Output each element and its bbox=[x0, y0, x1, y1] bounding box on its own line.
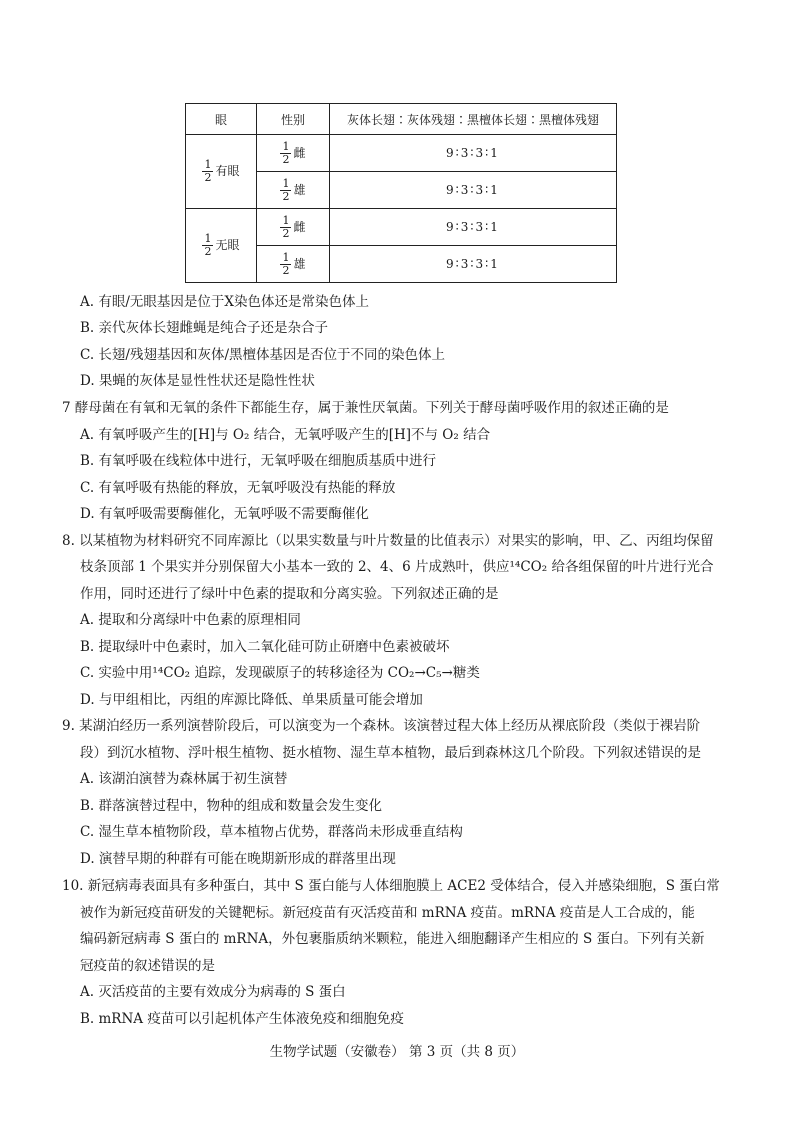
sex-label: 雄 bbox=[293, 256, 306, 271]
ratio-cell: 9∶3∶3∶1 bbox=[330, 209, 617, 246]
fraction: $\frac{1}{2}$ bbox=[204, 232, 212, 258]
q6-option-d: D. 果蝇的灰体是显性性状还是隐性性状 bbox=[80, 373, 315, 389]
q10-stem-line-4: 冠疫苗的叙述错误的是 bbox=[80, 958, 215, 974]
ratio-cell: 9∶3∶3∶1 bbox=[330, 172, 617, 209]
q7-option-b: B. 有氧呼吸在线粒体中进行，无氧呼吸在细胞质基质中进行 bbox=[80, 453, 437, 469]
q8-option-b: B. 提取绿叶中色素时，加入二氧化硅可防止研磨中色素被破坏 bbox=[80, 639, 450, 655]
q10-option-b: B. mRNA 疫苗可以引起机体产生体液免疫和细胞免疫 bbox=[80, 1011, 404, 1027]
sex-cell bbox=[257, 135, 330, 172]
page-footer: 生物学试题（安徽卷） 第 3 页（共 8 页） bbox=[269, 1044, 525, 1060]
sex-cell bbox=[257, 246, 330, 283]
q9-option-b: B. 群落演替过程中，物种的组成和数量会发生变化 bbox=[80, 798, 383, 814]
q8-option-c: C. 实验中用¹⁴CO₂ 追踪，发现碳原子的转移途径为 CO₂→C₅→糖类 bbox=[80, 665, 480, 681]
q8-stem-line-2: 枝条顶部 1 个果实并分别保留大小基本一致的 2、4、6 片成熟叶，供应¹⁴CO₂ 给各组保留的叶片进行光合 bbox=[80, 559, 714, 575]
q8-stem-line-1: 8. 以某植物为材料研究不同库源比（以果实数量与叶片数量的比值表示）对果实的影响，甲、乙、丙组均保留 bbox=[62, 533, 714, 549]
q7-option-a: A. 有氧呼吸产生的[H]与 O₂ 结合，无氧呼吸产生的[H]不与 O₂ 结合 bbox=[80, 427, 491, 443]
q7-option-c: C. 有氧呼吸有热能的释放，无氧呼吸没有热能的释放 bbox=[80, 480, 396, 496]
q9-option-a: A. 该湖泊演替为森林属于初生演替 bbox=[80, 771, 288, 787]
eye-cell-group-2 bbox=[186, 209, 257, 283]
eye-label: 无眼 bbox=[215, 238, 240, 252]
ratio-cell: 9∶3∶3∶1 bbox=[330, 246, 617, 283]
q9-option-c: C. 湿生草本植物阶段，草本植物占优势，群落尚未形成垂直结构 bbox=[80, 824, 463, 840]
q6-option-c: C. 长翅/残翅基因和灰体/黑檀体基因是否位于不同的染色体上 bbox=[80, 347, 446, 363]
fraction: $\frac{1}{2}$ bbox=[282, 139, 290, 166]
genotype-table bbox=[185, 103, 617, 283]
q10-stem-line-1: 10. 新冠病毒表面具有多种蛋白，其中 S 蛋白能与人体细胞膜上 ACE2 受体结合，侵入并感染细胞，S 蛋白常 bbox=[62, 878, 720, 894]
sex-label: 雄 bbox=[293, 182, 306, 197]
sex-cell bbox=[257, 172, 330, 209]
fraction: $\frac{1}{2}$ bbox=[282, 176, 290, 203]
q6-option-b: B. 亲代灰体长翅雌蝇是纯合子还是杂合子 bbox=[80, 320, 329, 336]
q7-option-d: D. 有氧呼吸需要酶催化，无氧呼吸不需要酶催化 bbox=[80, 506, 369, 522]
q10-stem-line-3: 编码新冠病毒 S 蛋白的 mRNA，外包裹脂质纳米颗粒，能进入细胞翻译产生相应的 S 蛋白。下列有关新 bbox=[80, 931, 705, 947]
q10-option-a: A. 灭活疫苗的主要有效成分为病毒的 S 蛋白 bbox=[80, 984, 346, 1000]
fraction: $\frac{1}{2}$ bbox=[204, 158, 212, 184]
q8-stem-line-3: 作用，同时还进行了绿叶中色素的提取和分离实验。下列叙述正确的是 bbox=[80, 586, 499, 602]
q6-option-a: A. 有眼/无眼基因是位于X染色体还是常染色体上 bbox=[80, 294, 369, 310]
sex-cell bbox=[257, 209, 330, 246]
q8-option-a: A. 提取和分离绿叶中色素的原理相同 bbox=[80, 612, 301, 628]
ratio-cell: 9∶3∶3∶1 bbox=[330, 135, 617, 172]
table-header-row bbox=[186, 104, 617, 135]
q7-stem: 7 酵母菌在有氧和无氧的条件下都能生存，属于兼性厌氧菌。下列关于酵母菌呼吸作用的叙述正确的是 bbox=[62, 400, 669, 416]
sex-label: 雌 bbox=[293, 219, 306, 234]
header-sex: 性别 bbox=[257, 104, 330, 135]
q9-stem-line-1: 9. 某湖泊经历一系列演替阶段后，可以演变为一个森林。该演替过程大体上经历从裸底阶段（类似于裸岩阶 bbox=[62, 718, 701, 734]
eye-cell-group-1 bbox=[186, 135, 257, 209]
eye-label: 有眼 bbox=[215, 164, 240, 178]
q10-stem-line-2: 被作为新冠疫苗研发的关键靶标。新冠疫苗有灭活疫苗和 mRNA 疫苗。mRNA 疫苗是人工合成的，能 bbox=[80, 905, 695, 921]
fraction: $\frac{1}{2}$ bbox=[282, 213, 290, 240]
q9-stem-line-2: 段）到沉水植物、浮叶根生植物、挺水植物、湿生草本植物，最后到森林这几个阶段。下列叙述错误的是 bbox=[80, 745, 701, 761]
header-eye: 眼 bbox=[186, 104, 257, 135]
table-row bbox=[186, 135, 617, 172]
q8-option-d: D. 与甲组相比，丙组的库源比降低、单果质量可能会增加 bbox=[80, 692, 423, 708]
sex-label: 雌 bbox=[293, 145, 306, 160]
table-row bbox=[186, 209, 617, 246]
q9-option-d: D. 演替早期的种群有可能在晚期新形成的群落里出现 bbox=[80, 851, 396, 867]
fraction: $\frac{1}{2}$ bbox=[282, 250, 290, 277]
header-ratio: 灰体长翅∶灰体残翅∶黑檀体长翅∶黑檀体残翅 bbox=[330, 104, 617, 135]
